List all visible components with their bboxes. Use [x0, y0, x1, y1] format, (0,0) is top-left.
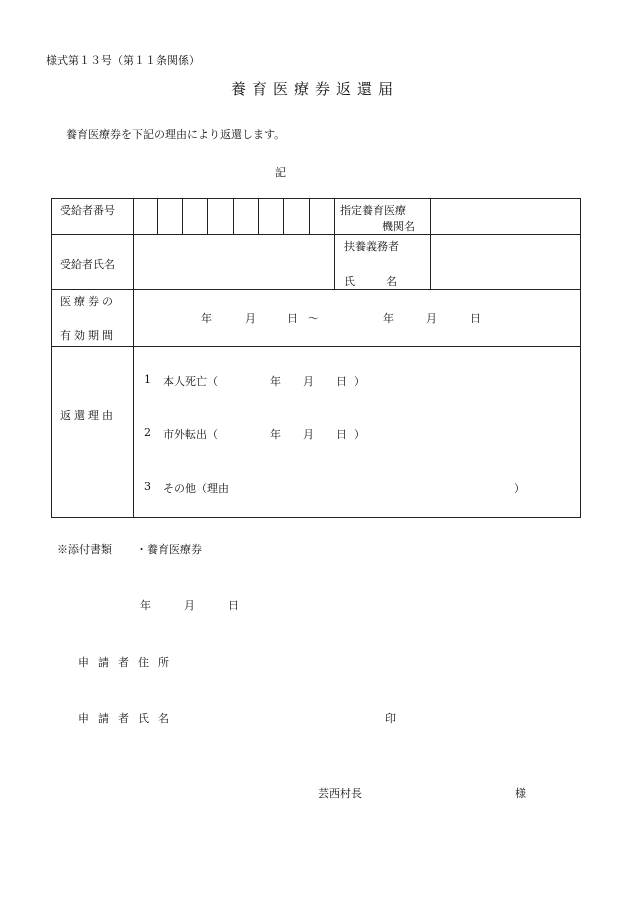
reason-close: ）: [354, 375, 365, 388]
table-row-line: [51, 234, 581, 235]
ki-marker: 記: [275, 166, 286, 179]
seal-mark: 印: [385, 712, 396, 725]
submission-day: 日: [228, 599, 239, 612]
reason-text: その他（理由: [163, 482, 229, 495]
supporter-label: 扶養義務者: [344, 240, 399, 253]
table-border-right: [580, 198, 581, 518]
digit-box-divider: [309, 198, 310, 234]
validity-from-year: 年: [201, 312, 212, 325]
applicant-address-label: 申請者住所: [78, 656, 178, 669]
submission-year: 年: [140, 599, 151, 612]
reason-day: 日: [336, 375, 347, 388]
digit-box-divider: [283, 198, 284, 234]
supporter-name-label-1: 氏: [344, 275, 355, 288]
intro-text: 養育医療券を下記の理由により返還します。: [66, 128, 286, 141]
reason-close: ）: [354, 428, 365, 441]
reason-text: 本人死亡（: [163, 375, 218, 388]
table-border-bottom: [51, 517, 581, 518]
digit-box-divider: [182, 198, 183, 234]
recipient-name-label: 受給者氏名: [60, 258, 115, 271]
form-id: 様式第１３号（第１１条関係）: [46, 54, 200, 67]
facility-label: 指定養育医療: [340, 204, 406, 217]
validity-to-year: 年: [383, 312, 394, 325]
reason-year: 年: [270, 375, 281, 388]
facility-label-2: 機関名: [382, 220, 415, 233]
right-value-divider: [430, 198, 431, 289]
validity-to-day: 日: [470, 312, 481, 325]
attachments-label: ※添付書類: [57, 543, 112, 556]
digit-box-divider: [334, 198, 335, 234]
addressee-honorific: 様: [515, 787, 526, 800]
reason-month: 月: [303, 428, 314, 441]
validity-label-2: 有効期間: [60, 329, 116, 342]
validity-from-month: 月: [245, 312, 256, 325]
reason-text: 市外転出（: [163, 428, 218, 441]
reason-month: 月: [303, 375, 314, 388]
digit-box-divider: [233, 198, 234, 234]
digit-box-divider: [207, 198, 208, 234]
validity-tilde: ～: [308, 312, 319, 325]
validity-label-1: 医療券の: [60, 295, 116, 308]
digit-box-divider: [157, 198, 158, 234]
table-row-line: [51, 289, 581, 290]
supporter-column-divider: [334, 234, 335, 289]
recipient-number-label: 受給者番号: [60, 204, 115, 217]
submission-month: 月: [184, 599, 195, 612]
reason-day: 日: [336, 428, 347, 441]
reason-year: 年: [270, 428, 281, 441]
reason-close: ）: [514, 482, 525, 495]
reason-label: 返還理由: [60, 409, 116, 422]
supporter-name-label-2: 名: [386, 275, 397, 288]
validity-from-day: 日: [287, 312, 298, 325]
digit-box-divider: [258, 198, 259, 234]
validity-to-month: 月: [426, 312, 437, 325]
reason-number: 2: [144, 426, 151, 439]
reason-number: 1: [144, 373, 151, 386]
table-border-top: [51, 198, 581, 199]
document-title: 養育医療券返還届: [230, 80, 399, 98]
table-row-line: [51, 346, 581, 347]
addressee-name: 芸西村長: [318, 787, 362, 800]
table-border-left: [51, 198, 52, 518]
attachment-item: ・養育医療券: [136, 543, 202, 556]
label-column-divider: [133, 198, 134, 518]
reason-number: 3: [144, 480, 151, 493]
applicant-name-label: 申請者氏名: [78, 712, 178, 725]
